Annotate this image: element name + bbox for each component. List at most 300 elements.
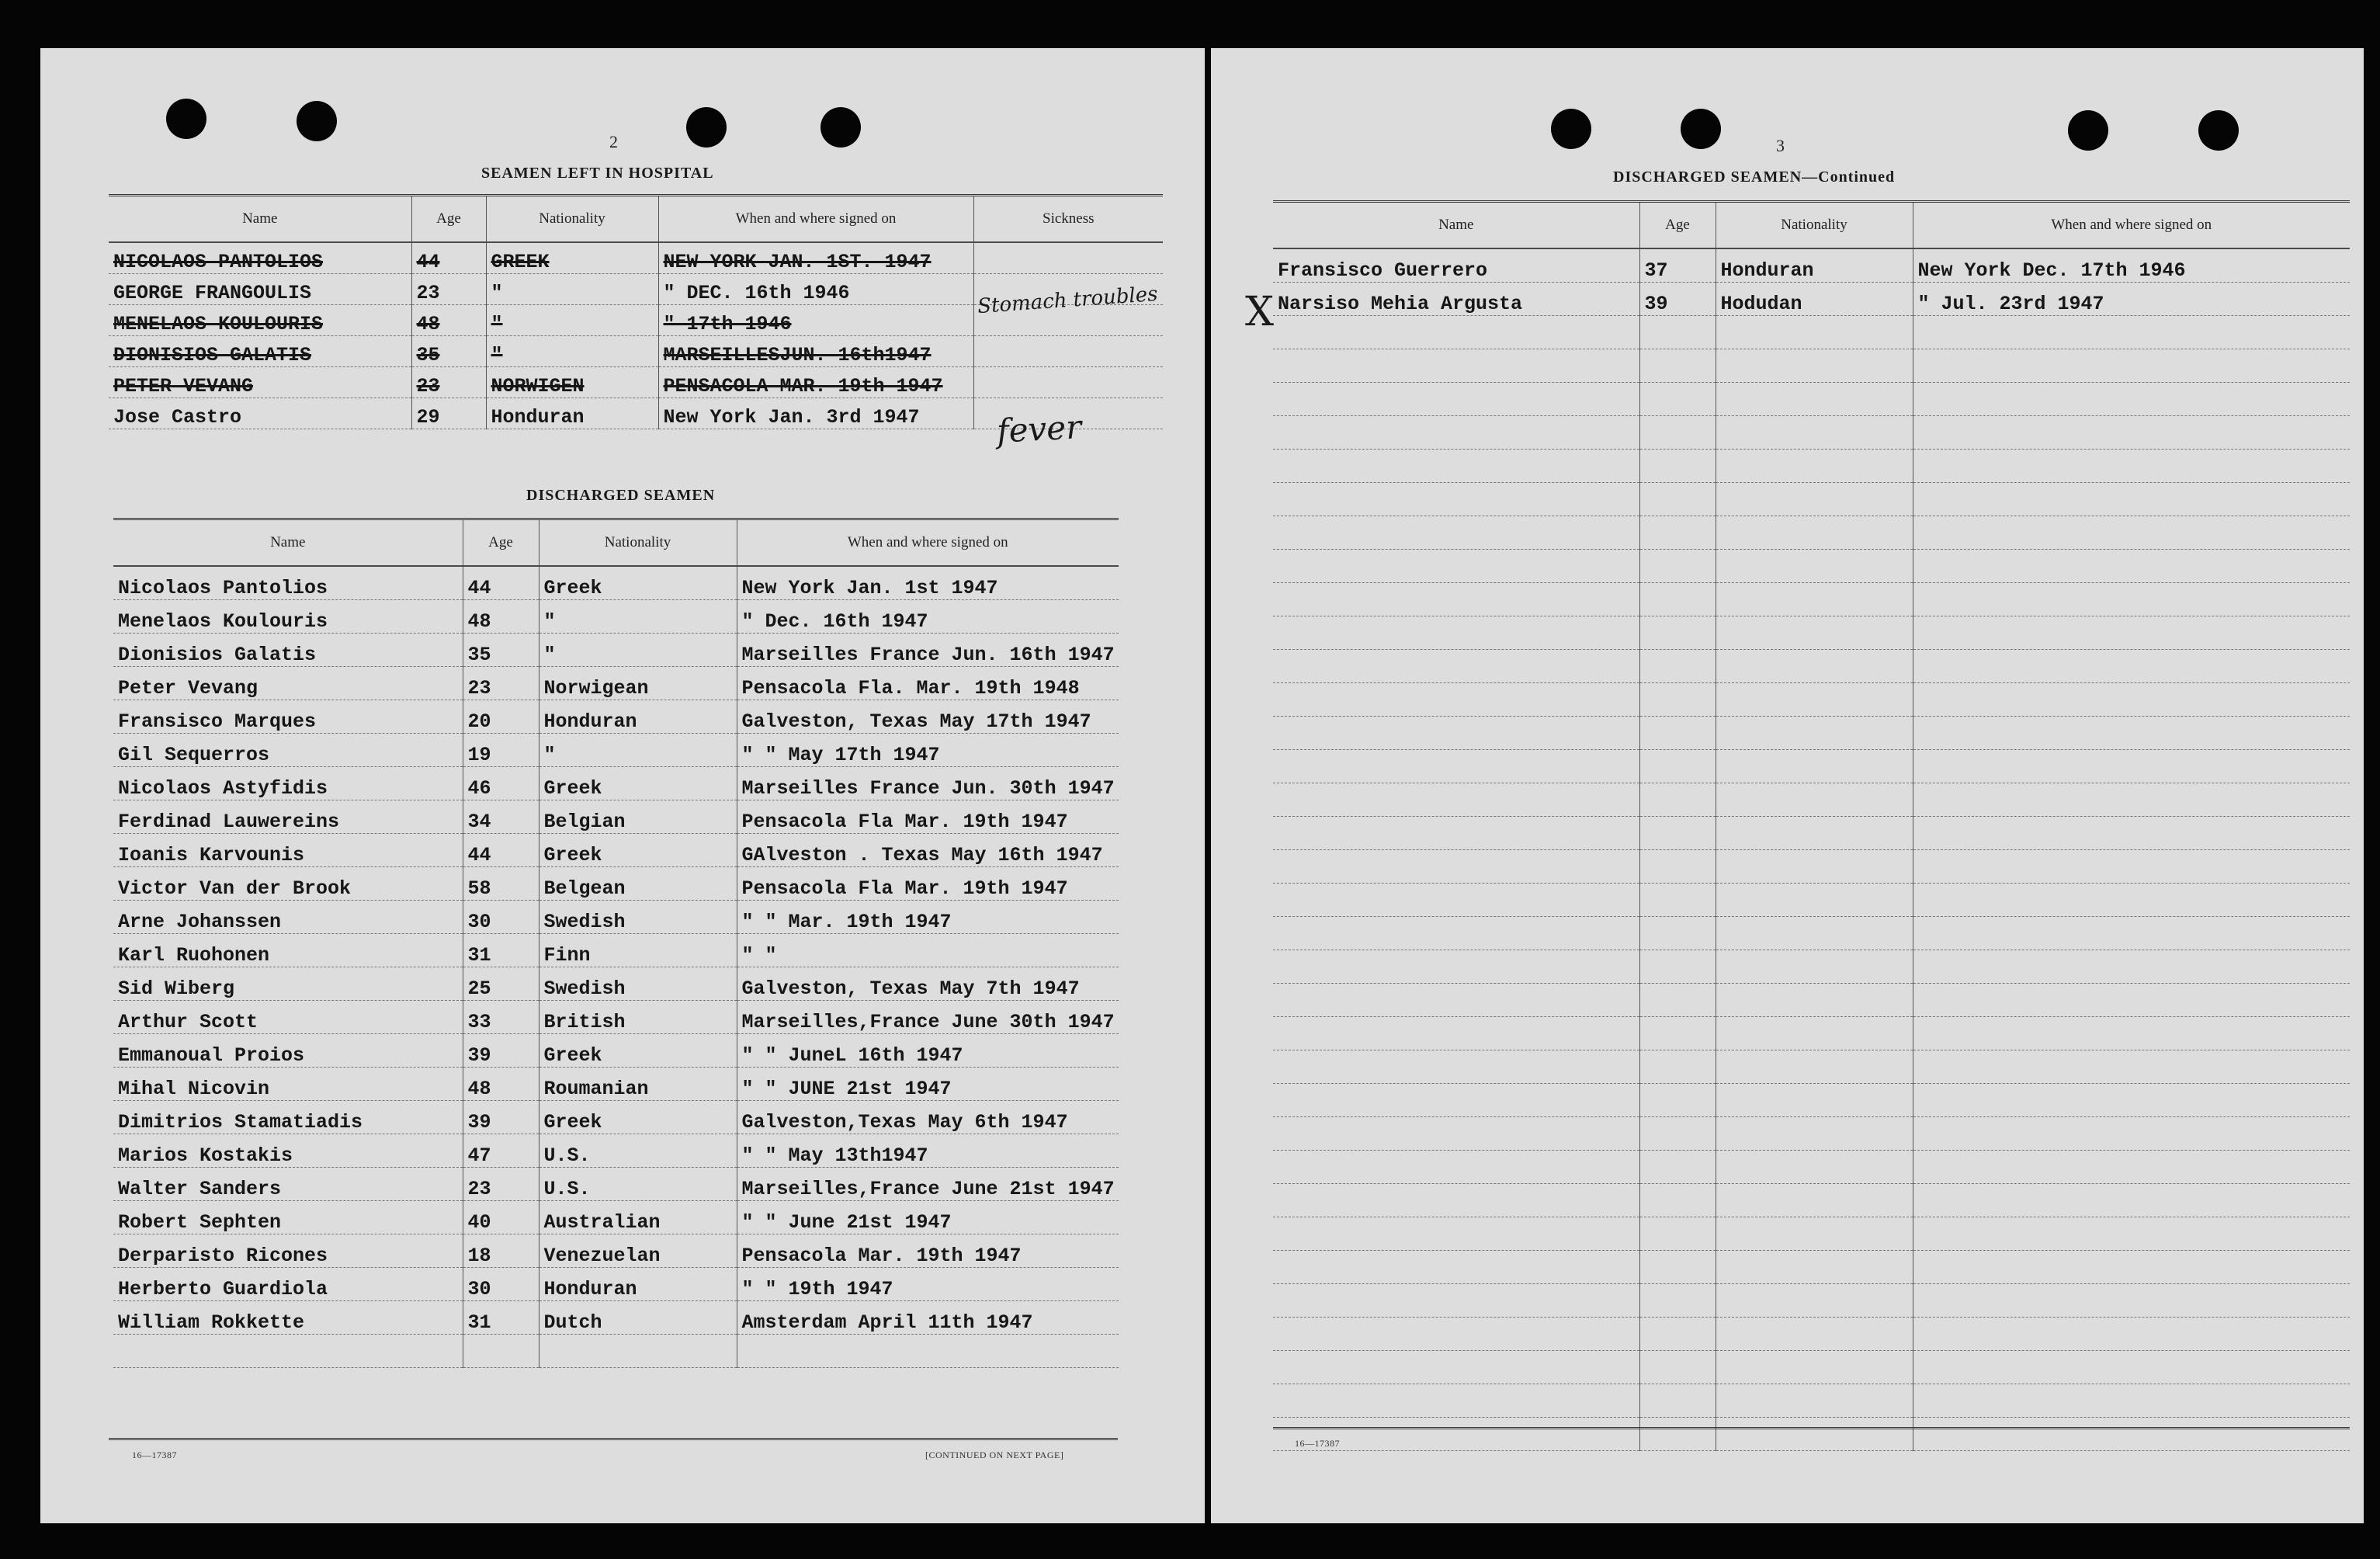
blank-row — [1273, 1250, 2350, 1283]
cell-nationality: NORWIGEN — [486, 366, 658, 398]
blank-row — [1273, 1217, 2350, 1250]
cell-name: Arthur Scott — [113, 1000, 463, 1033]
blank-cell — [1273, 1317, 1639, 1350]
punch-hole — [297, 101, 337, 141]
blank-cell — [1913, 783, 2350, 816]
blank-cell — [1716, 315, 1913, 349]
cell-nationality: British — [539, 1000, 737, 1033]
cell-age: 48 — [411, 304, 486, 335]
column-header: Name — [1273, 202, 1639, 249]
table-row — [113, 1200, 1119, 1234]
blank-cell — [1273, 749, 1639, 783]
column-header: Age — [463, 519, 539, 567]
cell-signed-on: New York Jan. 3rd 1947 — [658, 398, 973, 429]
blank-cell — [1716, 816, 1913, 849]
blank-cell — [1639, 1150, 1716, 1183]
cell-nationality: Swedish — [539, 967, 737, 1000]
cell-name: PETER VEVANG — [109, 366, 411, 398]
cell-signed-on: Galveston,Texas May 6th 1947 — [737, 1100, 1119, 1134]
cell-signed-on: Marseilles France Jun. 30th 1947 — [737, 766, 1119, 800]
blank-row — [1273, 849, 2350, 883]
cell-nationality: Honduran — [539, 1267, 737, 1300]
discharged-table — [113, 518, 1119, 1368]
blank-row — [1273, 1384, 2350, 1417]
blank-cell — [1273, 1150, 1639, 1183]
table-row — [113, 967, 1119, 1000]
column-header: When and where signed on — [658, 196, 973, 243]
cell-name: Fransisco Guerrero — [1273, 248, 1639, 282]
cell-age: 31 — [463, 933, 539, 967]
table-row — [113, 1300, 1119, 1334]
form-number: 16—17387 — [132, 1450, 177, 1460]
cell-age: 19 — [463, 733, 539, 766]
blank-cell — [1273, 1183, 1639, 1217]
blank-row — [1273, 349, 2350, 382]
cell-age: 23 — [463, 1167, 539, 1200]
blank-cell — [1913, 682, 2350, 716]
table-row — [113, 1167, 1119, 1200]
blank-row — [1273, 315, 2350, 349]
blank-cell — [1639, 749, 1716, 783]
blank-row — [1273, 749, 2350, 783]
table-row — [113, 700, 1119, 733]
blank-cell — [1273, 1217, 1639, 1250]
blank-row — [1273, 1150, 2350, 1183]
cell-nationality: Greek — [539, 1100, 737, 1134]
table-row — [109, 335, 1163, 366]
cell-signed-on: GAlveston . Texas May 16th 1947 — [737, 833, 1119, 866]
blank-cell — [1913, 983, 2350, 1016]
blank-cell — [1913, 649, 2350, 682]
footer-rule — [1273, 1427, 2350, 1429]
punch-hole — [166, 99, 206, 139]
cell-name: Derparisto Ricones — [113, 1234, 463, 1267]
blank-cell — [1273, 1116, 1639, 1150]
blank-cell — [1273, 816, 1639, 849]
cell-nationality: Roumanian — [539, 1067, 737, 1100]
cell-name: Menelaos Koulouris — [113, 599, 463, 633]
cell-age: 58 — [463, 866, 539, 900]
blank-cell — [1716, 849, 1913, 883]
punch-hole — [1551, 109, 1591, 149]
cell-name: Victor Van der Brook — [113, 866, 463, 900]
handwritten-sickness-note: Stomach troubles — [977, 282, 1159, 319]
continued-section-title: DISCHARGED SEAMEN—Continued — [1613, 168, 1896, 186]
cell-age: 23 — [463, 666, 539, 700]
cell-signed-on: " " May 13th1947 — [737, 1134, 1119, 1167]
continued-note: [CONTINUED ON NEXT PAGE] — [925, 1450, 1064, 1460]
blank-cell — [1639, 1317, 1716, 1350]
blank-row — [1273, 1183, 2350, 1217]
blank-row — [1273, 916, 2350, 950]
blank-cell — [1639, 816, 1716, 849]
column-header: When and where signed on — [737, 519, 1119, 567]
cell-nationality: Swedish — [539, 900, 737, 933]
blank-cell — [1716, 382, 1913, 415]
blank-cell — [1913, 415, 2350, 449]
cell-name: William Rokkette — [113, 1300, 463, 1334]
table-row — [1273, 282, 2350, 315]
blank-cell — [463, 1334, 539, 1367]
cell-name: Marios Kostakis — [113, 1134, 463, 1167]
blank-cell — [1913, 1350, 2350, 1384]
form-number: 16—17387 — [1295, 1438, 1340, 1449]
blank-cell — [1913, 1317, 2350, 1350]
blank-cell — [1639, 1417, 1716, 1450]
cell-name: Nicolaos Astyfidis — [113, 766, 463, 800]
cell-name: Karl Ruohonen — [113, 933, 463, 967]
column-header: Age — [1639, 202, 1716, 249]
punch-hole — [2198, 110, 2239, 151]
cell-name: Mihal Nicovin — [113, 1067, 463, 1100]
blank-row — [1273, 382, 2350, 415]
cell-nationality: Belgean — [539, 866, 737, 900]
cell-age: 34 — [463, 800, 539, 833]
blank-cell — [1913, 1116, 2350, 1150]
column-header: Sickness — [973, 196, 1163, 243]
blank-cell — [1273, 983, 1639, 1016]
discharged-section-title: DISCHARGED SEAMEN — [526, 487, 716, 504]
blank-cell — [1639, 783, 1716, 816]
cell-nationality: Australian — [539, 1200, 737, 1234]
blank-cell — [1273, 516, 1639, 549]
blank-cell — [1913, 1217, 2350, 1250]
blank-cell — [1716, 1350, 1913, 1384]
blank-cell — [1273, 1250, 1639, 1283]
cell-age: 46 — [463, 766, 539, 800]
blank-cell — [1716, 1150, 1913, 1183]
column-header: Name — [113, 519, 463, 567]
blank-cell — [1716, 749, 1913, 783]
blank-cell — [1716, 1283, 1913, 1317]
blank-cell — [1639, 415, 1716, 449]
blank-cell — [1716, 649, 1913, 682]
cell-nationality: Finn — [539, 933, 737, 967]
cell-name: Arne Johanssen — [113, 900, 463, 933]
blank-cell — [1913, 1250, 2350, 1283]
blank-cell — [1639, 1016, 1716, 1050]
blank-cell — [1273, 382, 1639, 415]
cell-name: Jose Castro — [109, 398, 411, 429]
blank-cell — [1913, 616, 2350, 649]
cell-nationality: " — [539, 599, 737, 633]
blank-cell — [1639, 1083, 1716, 1116]
cell-signed-on: Pensacola Fla Mar. 19th 1947 — [737, 800, 1119, 833]
blank-cell — [1639, 482, 1716, 516]
cell-signed-on: " " Mar. 19th 1947 — [737, 900, 1119, 933]
blank-cell — [1639, 883, 1716, 916]
handwritten-sickness-note: fever — [995, 408, 1083, 450]
blank-cell — [1273, 883, 1639, 916]
blank-cell — [1639, 950, 1716, 983]
cell-signed-on: " " JUNE 21st 1947 — [737, 1067, 1119, 1100]
blank-cell — [1273, 682, 1639, 716]
cell-signed-on: Marseilles,France June 30th 1947 — [737, 1000, 1119, 1033]
cell-signed-on: Pensacola Fla Mar. 19th 1947 — [737, 866, 1119, 900]
blank-cell — [1913, 516, 2350, 549]
blank-cell — [1716, 1116, 1913, 1150]
blank-cell — [1639, 549, 1716, 582]
page-number: 3 — [1776, 136, 1785, 155]
blank-cell — [1273, 415, 1639, 449]
blank-cell — [1639, 1050, 1716, 1083]
column-header: Age — [411, 196, 486, 243]
cell-age: 44 — [463, 566, 539, 599]
blank-cell — [1913, 1283, 2350, 1317]
blank-cell — [1273, 649, 1639, 682]
table-row — [113, 800, 1119, 833]
cell-signed-on: PENSACOLA MAR. 19th 1947 — [658, 366, 973, 398]
cell-name: Fransisco Marques — [113, 700, 463, 733]
table-row — [113, 566, 1119, 599]
blank-cell — [1913, 382, 2350, 415]
blank-cell — [1639, 649, 1716, 682]
cell-name: GEORGE FRANGOULIS — [109, 273, 411, 304]
cell-signed-on: " " June 21st 1947 — [737, 1200, 1119, 1234]
blank-row — [1273, 1083, 2350, 1116]
blank-cell — [1639, 616, 1716, 649]
blank-cell — [1716, 516, 1913, 549]
blank-cell — [1273, 1016, 1639, 1050]
blank-cell — [1639, 382, 1716, 415]
cell-age: 39 — [463, 1033, 539, 1067]
table-row — [113, 733, 1119, 766]
blank-row — [1273, 1050, 2350, 1083]
table-row — [113, 1033, 1119, 1067]
blank-cell — [1273, 582, 1639, 616]
cell-age: 39 — [463, 1100, 539, 1134]
blank-cell — [1716, 783, 1913, 816]
cell-name: DIONISIOS GALATIS — [109, 335, 411, 366]
blank-row — [1273, 549, 2350, 582]
cell-name: Sid Wiberg — [113, 967, 463, 1000]
cell-name: Emmanoual Proios — [113, 1033, 463, 1067]
column-header: Nationality — [539, 519, 737, 567]
table-row — [109, 366, 1163, 398]
footer-rule — [109, 1438, 1118, 1440]
cell-signed-on: Marseilles France Jun. 16th 1947 — [737, 633, 1119, 666]
blank-cell — [1913, 1050, 2350, 1083]
cell-nationality: Dutch — [539, 1300, 737, 1334]
blank-row — [1273, 1317, 2350, 1350]
cell-signed-on: Galveston, Texas May 17th 1947 — [737, 700, 1119, 733]
cell-sickness — [973, 366, 1163, 398]
table-row — [113, 933, 1119, 967]
blank-cell — [1639, 582, 1716, 616]
blank-cell — [1716, 716, 1913, 749]
table-row — [1273, 248, 2350, 282]
blank-cell — [1716, 582, 1913, 616]
cell-name: Herberto Guardiola — [113, 1267, 463, 1300]
cell-signed-on: " Jul. 23rd 1947 — [1913, 282, 2350, 315]
cell-signed-on: Galveston, Texas May 7th 1947 — [737, 967, 1119, 1000]
right-page — [1211, 48, 2364, 1523]
cell-age: 33 — [463, 1000, 539, 1033]
cell-signed-on: Amsterdam April 11th 1947 — [737, 1300, 1119, 1334]
cell-nationality: U.S. — [539, 1167, 737, 1200]
cell-nationality: " — [539, 733, 737, 766]
cell-age: 23 — [411, 273, 486, 304]
blank-row — [1273, 1016, 2350, 1050]
table-row — [113, 1134, 1119, 1167]
blank-row — [1273, 415, 2350, 449]
table-row — [113, 766, 1119, 800]
blank-cell — [1716, 616, 1913, 649]
cell-signed-on: " DEC. 16th 1946 — [658, 273, 973, 304]
cell-nationality: Honduran — [1716, 248, 1913, 282]
blank-row — [1273, 449, 2350, 482]
cell-age: 30 — [463, 900, 539, 933]
blank-row — [1273, 516, 2350, 549]
blank-cell — [1716, 415, 1913, 449]
cell-name: NICOLAOS PANTOLIOS — [109, 242, 411, 273]
cell-nationality: Greek — [539, 833, 737, 866]
blank-cell — [1639, 983, 1716, 1016]
blank-row — [1273, 1417, 2350, 1450]
cell-age: 20 — [463, 700, 539, 733]
cell-nationality: Honduran — [486, 398, 658, 429]
cell-sickness — [973, 335, 1163, 366]
blank-cell — [1913, 883, 2350, 916]
cell-age: 18 — [463, 1234, 539, 1267]
blank-cell — [1913, 1183, 2350, 1217]
blank-cell — [1913, 315, 2350, 349]
cell-nationality: " — [486, 335, 658, 366]
cell-age: 30 — [463, 1267, 539, 1300]
cell-name: Walter Sanders — [113, 1167, 463, 1200]
blank-cell — [1716, 1083, 1913, 1116]
blank-row — [1273, 950, 2350, 983]
blank-cell — [1716, 449, 1913, 482]
cell-nationality: Greek — [539, 1033, 737, 1067]
punch-hole — [1681, 109, 1721, 149]
cell-nationality: Norwigean — [539, 666, 737, 700]
cell-name: Ferdinad Lauwereins — [113, 800, 463, 833]
blank-cell — [1913, 1384, 2350, 1417]
blank-cell — [1273, 616, 1639, 649]
cell-name: Narsiso Mehia Argusta — [1273, 282, 1639, 315]
blank-cell — [1913, 349, 2350, 382]
cell-age: 44 — [411, 242, 486, 273]
blank-cell — [1273, 950, 1639, 983]
blank-cell — [1639, 1183, 1716, 1217]
blank-cell — [1716, 1217, 1913, 1250]
cell-age: 48 — [463, 1067, 539, 1100]
blank-row — [1273, 816, 2350, 849]
blank-cell — [737, 1334, 1119, 1367]
cell-signed-on: New York Dec. 17th 1946 — [1913, 248, 2350, 282]
cell-age: 47 — [463, 1134, 539, 1167]
blank-cell — [1913, 749, 2350, 783]
cell-name: MENELAOS KOULOURIS — [109, 304, 411, 335]
blank-cell — [1273, 849, 1639, 883]
blank-cell — [1639, 315, 1716, 349]
cell-nationality: Hodudan — [1716, 282, 1913, 315]
blank-cell — [1639, 916, 1716, 950]
blank-row — [1273, 616, 2350, 649]
blank-cell — [1716, 883, 1913, 916]
column-header: Name — [109, 196, 411, 243]
cell-nationality: Greek — [539, 766, 737, 800]
table-row — [113, 866, 1119, 900]
blank-row — [1273, 716, 2350, 749]
table-row — [113, 1267, 1119, 1300]
blank-cell — [1913, 549, 2350, 582]
cell-signed-on: " " May 17th 1947 — [737, 733, 1119, 766]
table-row — [113, 599, 1119, 633]
blank-cell — [1913, 582, 2350, 616]
blank-cell — [1639, 1384, 1716, 1417]
blank-cell — [1716, 916, 1913, 950]
blank-cell — [1913, 916, 2350, 950]
cell-nationality: Greek — [539, 566, 737, 599]
blank-row — [1273, 482, 2350, 516]
blank-cell — [1273, 1050, 1639, 1083]
cell-signed-on: MARSEILLESJUN. 16th1947 — [658, 335, 973, 366]
blank-cell — [1639, 449, 1716, 482]
cell-signed-on: " " 19th 1947 — [737, 1267, 1119, 1300]
blank-cell — [1639, 716, 1716, 749]
cell-age: 25 — [463, 967, 539, 1000]
punch-hole — [821, 107, 861, 148]
table-row — [113, 833, 1119, 866]
cell-name: Gil Sequerros — [113, 733, 463, 766]
blank-cell — [1639, 516, 1716, 549]
cell-name: Dionisios Galatis — [113, 633, 463, 666]
table-row — [113, 1234, 1119, 1267]
table-row — [113, 1000, 1119, 1033]
column-header: When and where signed on — [1913, 202, 2350, 249]
cell-age: 31 — [463, 1300, 539, 1334]
cell-name: Nicolaos Pantolios — [113, 566, 463, 599]
cell-sickness — [973, 242, 1163, 273]
blank-cell — [1716, 1050, 1913, 1083]
blank-row — [1273, 1283, 2350, 1317]
blank-cell — [1639, 1250, 1716, 1283]
blank-cell — [1273, 916, 1639, 950]
cell-signed-on: " " — [737, 933, 1119, 967]
cell-name: Dimitrios Stamatiadis — [113, 1100, 463, 1134]
blank-cell — [1639, 1116, 1716, 1150]
cell-signed-on: " 17th 1946 — [658, 304, 973, 335]
blank-cell — [1913, 1083, 2350, 1116]
blank-cell — [1913, 849, 2350, 883]
cell-name: Peter Vevang — [113, 666, 463, 700]
handwritten-x-mark: X — [1245, 289, 1275, 335]
blank-cell — [1716, 1417, 1913, 1450]
punch-hole — [2068, 110, 2108, 151]
blank-cell — [1913, 1016, 2350, 1050]
cell-age: 48 — [463, 599, 539, 633]
punch-hole — [686, 107, 727, 148]
page-number: 2 — [609, 132, 618, 151]
hospital-section-title: SEAMEN LEFT IN HOSPITAL — [481, 165, 714, 182]
blank-cell — [1913, 1150, 2350, 1183]
table-row — [113, 900, 1119, 933]
blank-cell — [1639, 1283, 1716, 1317]
blank-cell — [1639, 682, 1716, 716]
blank-cell — [1716, 983, 1913, 1016]
cell-age: 37 — [1639, 248, 1716, 282]
blank-cell — [1273, 1283, 1639, 1317]
blank-cell — [1273, 1384, 1639, 1417]
blank-cell — [1716, 1317, 1913, 1350]
blank-cell — [1273, 716, 1639, 749]
column-header: Nationality — [1716, 202, 1913, 249]
cell-name: Robert Sephten — [113, 1200, 463, 1234]
blank-cell — [1716, 1016, 1913, 1050]
blank-cell — [1913, 1417, 2350, 1450]
